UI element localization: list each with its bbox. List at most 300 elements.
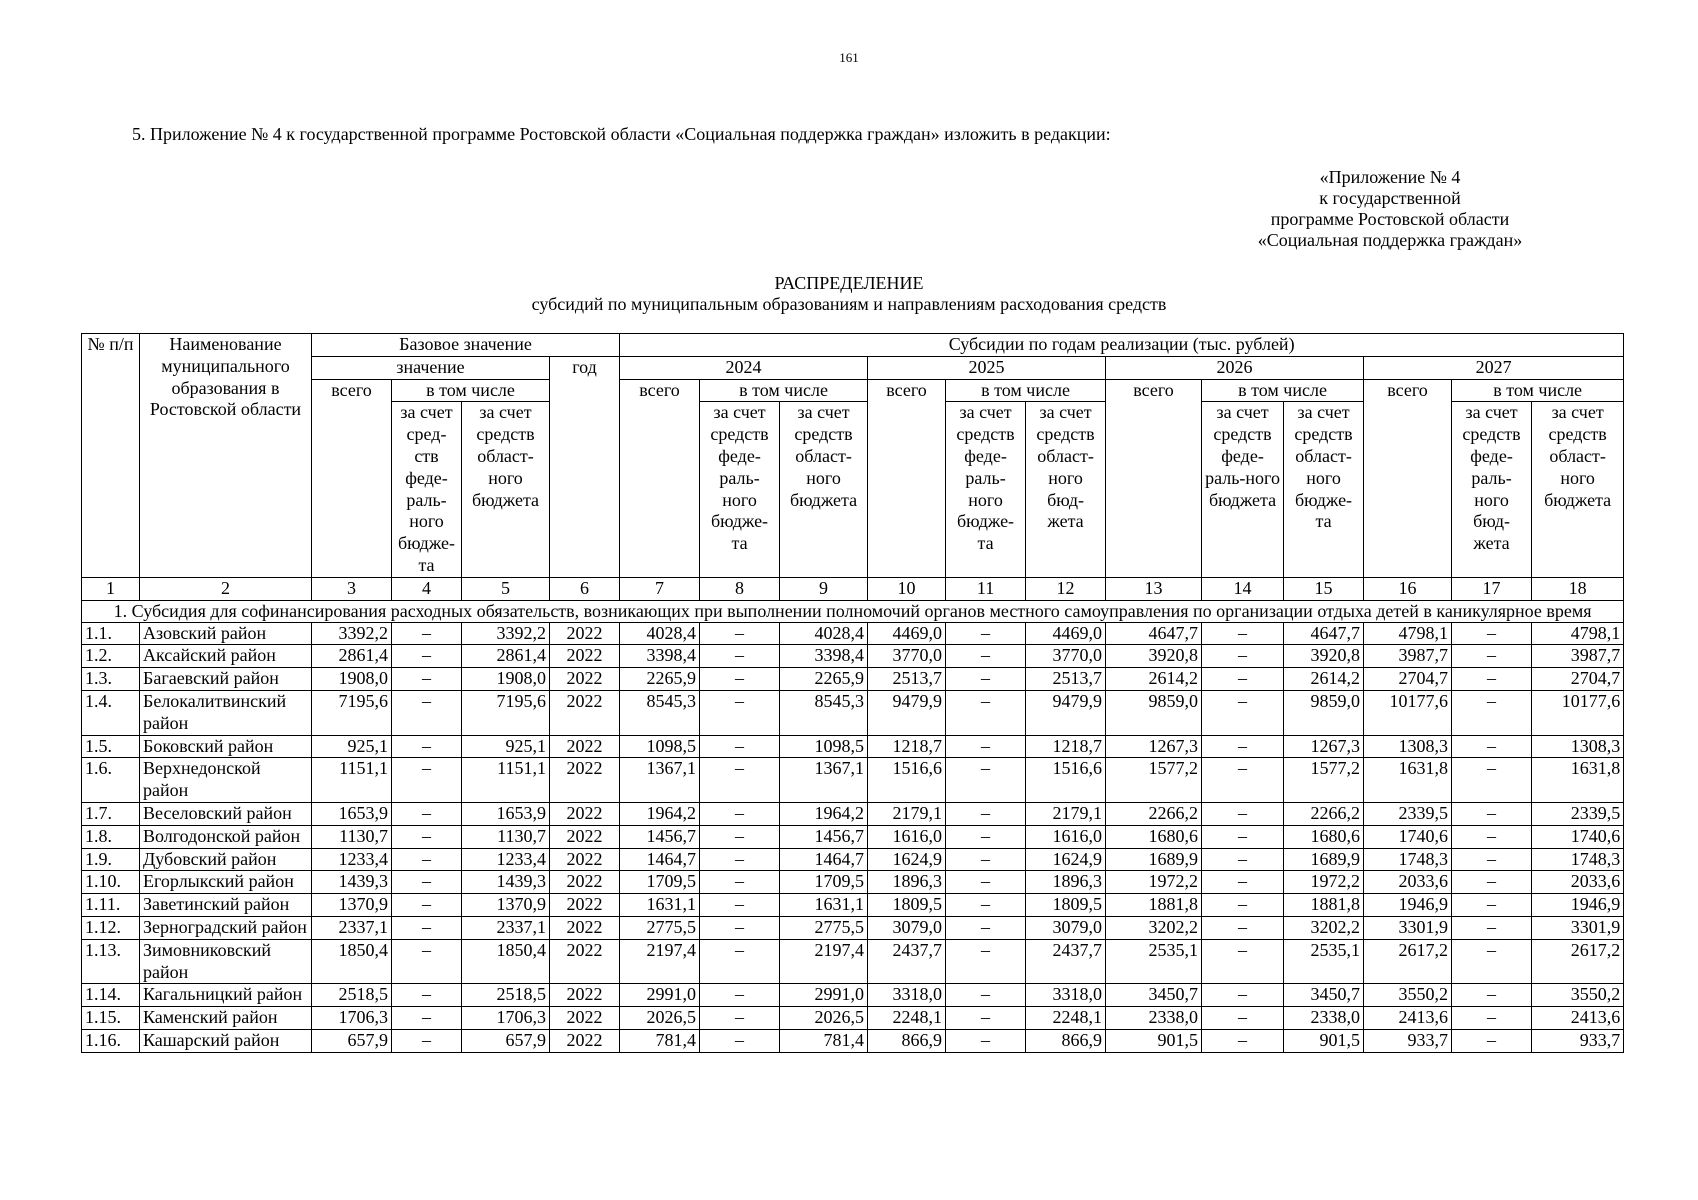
- value-cell: 2265,9: [620, 668, 700, 691]
- municipality-name: Кашарский район: [140, 1029, 312, 1052]
- value-cell: –: [1452, 1029, 1532, 1052]
- value-cell: 3920,8: [1106, 645, 1202, 668]
- header-obl-2027: за счет средств област-ного бюджета: [1532, 402, 1624, 577]
- value-cell: –: [1452, 894, 1532, 917]
- table-row: [82, 690, 1624, 735]
- table-row: [82, 758, 1624, 803]
- value-cell: –: [1202, 939, 1284, 984]
- section-title: 1. Субсидия для софинансирования расходных обязательств, возникающих при выполнении полномочий органов местного самоуправления по организации отдыха детей в каникулярное время: [82, 600, 1624, 622]
- municipality-name: Кагальницкий район: [140, 984, 312, 1007]
- value-cell: 3079,0: [868, 916, 946, 939]
- municipality-name: Дубовский район: [140, 848, 312, 871]
- value-cell: –: [392, 622, 462, 645]
- value-cell: 9859,0: [1284, 690, 1364, 735]
- value-cell: –: [700, 690, 780, 735]
- municipality-name: Зимовниковский район: [140, 939, 312, 984]
- table-row: [82, 622, 1624, 645]
- header-incl: в том числе: [700, 379, 868, 402]
- header-base-year: год: [550, 356, 620, 577]
- value-cell: 1809,5: [1026, 894, 1106, 917]
- table-row: [82, 939, 1624, 984]
- value-cell: 3770,0: [868, 645, 946, 668]
- year-cell: 2022: [550, 645, 620, 668]
- value-cell: 1631,1: [780, 894, 868, 917]
- value-cell: 2026,5: [780, 1007, 868, 1030]
- value-cell: –: [700, 939, 780, 984]
- value-cell: –: [1452, 871, 1532, 894]
- value-cell: 1308,3: [1532, 735, 1624, 758]
- row-number: 1.1.: [82, 622, 140, 645]
- header-incl: в том числе: [946, 379, 1106, 402]
- value-cell: 1946,9: [1532, 894, 1624, 917]
- header-obl-base: за счет средств област-ного бюджета: [462, 402, 550, 577]
- value-cell: 4469,0: [1026, 622, 1106, 645]
- header-total: всего: [312, 379, 392, 577]
- row-number: 1.5.: [82, 735, 140, 758]
- value-cell: –: [1202, 916, 1284, 939]
- column-number: 10: [868, 577, 946, 600]
- value-cell: 2535,1: [1284, 939, 1364, 984]
- value-cell: 2704,7: [1364, 668, 1452, 691]
- value-cell: 1881,8: [1284, 894, 1364, 917]
- value-cell: 8545,3: [620, 690, 700, 735]
- row-number: 1.7.: [82, 802, 140, 825]
- value-cell: 1653,9: [462, 802, 550, 825]
- column-numbers-row: [82, 577, 1624, 600]
- value-cell: 2704,7: [1532, 668, 1624, 691]
- intro-text: 5. Приложение № 4 к государственной программе Ростовской области «Социальная поддержка граждан» изложить в редакции:: [132, 124, 1111, 144]
- value-cell: 4028,4: [620, 622, 700, 645]
- value-cell: –: [1202, 690, 1284, 735]
- value-cell: 1624,9: [868, 848, 946, 871]
- value-cell: –: [1452, 735, 1532, 758]
- table-row: [82, 802, 1624, 825]
- value-cell: 866,9: [868, 1029, 946, 1052]
- row-number: 1.2.: [82, 645, 140, 668]
- value-cell: 1908,0: [462, 668, 550, 691]
- value-cell: 1740,6: [1364, 825, 1452, 848]
- value-cell: –: [392, 802, 462, 825]
- value-cell: 2197,4: [780, 939, 868, 984]
- row-number: 1.4.: [82, 690, 140, 735]
- value-cell: 1218,7: [868, 735, 946, 758]
- value-cell: 2991,0: [780, 984, 868, 1007]
- value-cell: –: [392, 1007, 462, 1030]
- header-obl-2026: за счет средств област-ного бюдже-та: [1284, 402, 1364, 577]
- value-cell: –: [392, 939, 462, 984]
- column-number: 12: [1026, 577, 1106, 600]
- value-cell: 1456,7: [780, 825, 868, 848]
- value-cell: 1577,2: [1106, 758, 1202, 803]
- value-cell: –: [1202, 668, 1284, 691]
- value-cell: 2437,7: [1026, 939, 1106, 984]
- value-cell: –: [946, 668, 1026, 691]
- value-cell: 2775,5: [780, 916, 868, 939]
- header-year-2024: 2024: [620, 356, 868, 379]
- value-cell: 3202,2: [1106, 916, 1202, 939]
- year-cell: 2022: [550, 871, 620, 894]
- value-cell: –: [946, 825, 1026, 848]
- value-cell: –: [700, 645, 780, 668]
- value-cell: 1367,1: [780, 758, 868, 803]
- value-cell: 2265,9: [780, 668, 868, 691]
- value-cell: –: [392, 916, 462, 939]
- header-fed-base: за счет сред-ств феде-раль-ного бюдже-та: [392, 402, 462, 577]
- header-obl-2025: за счет средств област-ного бюд-жета: [1026, 402, 1106, 577]
- value-cell: 3920,8: [1284, 645, 1364, 668]
- value-cell: –: [946, 984, 1026, 1007]
- value-cell: 1850,4: [312, 939, 392, 984]
- value-cell: 3398,4: [780, 645, 868, 668]
- value-cell: –: [392, 894, 462, 917]
- value-cell: –: [1202, 848, 1284, 871]
- column-number: 2: [140, 577, 312, 600]
- header-name: Наименование муниципального образования в Ростовской области: [140, 334, 312, 578]
- appendix-line: к государственной: [1319, 188, 1461, 208]
- header-base-value: значение: [312, 356, 550, 379]
- value-cell: –: [946, 645, 1026, 668]
- value-cell: 925,1: [462, 735, 550, 758]
- value-cell: 2513,7: [1026, 668, 1106, 691]
- municipality-name: Боковский район: [140, 735, 312, 758]
- value-cell: –: [700, 825, 780, 848]
- year-cell: 2022: [550, 735, 620, 758]
- value-cell: 657,9: [462, 1029, 550, 1052]
- value-cell: 3450,7: [1106, 984, 1202, 1007]
- value-cell: 1439,3: [462, 871, 550, 894]
- value-cell: 2338,0: [1106, 1007, 1202, 1030]
- value-cell: –: [700, 668, 780, 691]
- value-cell: 1964,2: [780, 802, 868, 825]
- column-number: 8: [700, 577, 780, 600]
- header-total: всего: [620, 379, 700, 577]
- value-cell: 2617,2: [1532, 939, 1624, 984]
- header-total: всего: [1364, 379, 1452, 577]
- value-cell: –: [700, 1007, 780, 1030]
- value-cell: –: [946, 735, 1026, 758]
- value-cell: 1908,0: [312, 668, 392, 691]
- value-cell: 925,1: [312, 735, 392, 758]
- header-incl: в том числе: [1202, 379, 1364, 402]
- value-cell: –: [1452, 916, 1532, 939]
- value-cell: 1631,1: [620, 894, 700, 917]
- value-cell: –: [1452, 825, 1532, 848]
- value-cell: –: [392, 758, 462, 803]
- value-cell: –: [392, 645, 462, 668]
- value-cell: –: [1202, 758, 1284, 803]
- value-cell: –: [946, 939, 1026, 984]
- table-row: [82, 871, 1624, 894]
- value-cell: 3392,2: [312, 622, 392, 645]
- value-cell: 3318,0: [1026, 984, 1106, 1007]
- row-number: 1.12.: [82, 916, 140, 939]
- value-cell: 2413,6: [1532, 1007, 1624, 1030]
- value-cell: 1896,3: [868, 871, 946, 894]
- value-cell: 2179,1: [1026, 802, 1106, 825]
- row-number: 1.8.: [82, 825, 140, 848]
- table-row: [82, 645, 1624, 668]
- header-fed-2024: за счет средств феде-раль-ного бюдже-та: [700, 402, 780, 577]
- value-cell: 3770,0: [1026, 645, 1106, 668]
- value-cell: 2775,5: [620, 916, 700, 939]
- value-cell: –: [700, 916, 780, 939]
- value-cell: 657,9: [312, 1029, 392, 1052]
- value-cell: –: [946, 848, 1026, 871]
- value-cell: 3398,4: [620, 645, 700, 668]
- value-cell: 4469,0: [868, 622, 946, 645]
- value-cell: 1439,3: [312, 871, 392, 894]
- value-cell: 2337,1: [462, 916, 550, 939]
- value-cell: 2033,6: [1364, 871, 1452, 894]
- value-cell: 3450,7: [1284, 984, 1364, 1007]
- value-cell: 2033,6: [1532, 871, 1624, 894]
- value-cell: –: [1452, 622, 1532, 645]
- municipality-name: Багаевский район: [140, 668, 312, 691]
- value-cell: –: [1452, 848, 1532, 871]
- value-cell: 2337,1: [312, 916, 392, 939]
- row-number: 1.15.: [82, 1007, 140, 1030]
- value-cell: –: [392, 871, 462, 894]
- value-cell: –: [392, 735, 462, 758]
- municipality-name: Белокалитвинский район: [140, 690, 312, 735]
- row-number: 1.16.: [82, 1029, 140, 1052]
- value-cell: 2266,2: [1284, 802, 1364, 825]
- value-cell: 2179,1: [868, 802, 946, 825]
- column-number: 18: [1532, 577, 1624, 600]
- value-cell: 2338,0: [1284, 1007, 1364, 1030]
- value-cell: 3202,2: [1284, 916, 1364, 939]
- value-cell: 933,7: [1364, 1029, 1452, 1052]
- value-cell: –: [1452, 690, 1532, 735]
- column-number: 13: [1106, 577, 1202, 600]
- municipality-name: Аксайский район: [140, 645, 312, 668]
- table-row: [82, 735, 1624, 758]
- value-cell: 1456,7: [620, 825, 700, 848]
- column-number: 4: [392, 577, 462, 600]
- year-cell: 2022: [550, 758, 620, 803]
- value-cell: 3550,2: [1532, 984, 1624, 1007]
- year-cell: 2022: [550, 690, 620, 735]
- value-cell: 1308,3: [1364, 735, 1452, 758]
- value-cell: 1631,8: [1532, 758, 1624, 803]
- header-total: всего: [868, 379, 946, 577]
- column-number: 14: [1202, 577, 1284, 600]
- value-cell: 1464,7: [780, 848, 868, 871]
- year-cell: 2022: [550, 916, 620, 939]
- value-cell: –: [1202, 1029, 1284, 1052]
- column-number: 6: [550, 577, 620, 600]
- row-number: 1.6.: [82, 758, 140, 803]
- value-cell: 1233,4: [462, 848, 550, 871]
- column-number: 16: [1364, 577, 1452, 600]
- table-row: [82, 825, 1624, 848]
- value-cell: 1964,2: [620, 802, 700, 825]
- value-cell: 1689,9: [1106, 848, 1202, 871]
- municipality-name: Заветинский район: [140, 894, 312, 917]
- value-cell: –: [1452, 645, 1532, 668]
- value-cell: 10177,6: [1532, 690, 1624, 735]
- appendix-line: «Социальная поддержка граждан»: [1257, 230, 1523, 250]
- municipality-name: Азовский район: [140, 622, 312, 645]
- value-cell: –: [700, 735, 780, 758]
- year-cell: 2022: [550, 1007, 620, 1030]
- header-year-2026: 2026: [1106, 356, 1364, 379]
- value-cell: 1370,9: [312, 894, 392, 917]
- value-cell: 4798,1: [1364, 622, 1452, 645]
- subsidy-table: [81, 333, 1624, 1053]
- value-cell: –: [1452, 939, 1532, 984]
- value-cell: –: [700, 758, 780, 803]
- value-cell: 1151,1: [462, 758, 550, 803]
- value-cell: 9479,9: [868, 690, 946, 735]
- value-cell: –: [946, 1007, 1026, 1030]
- header-fed-2026: за счет средств феде-раль-ного бюджета: [1202, 402, 1284, 577]
- value-cell: 2861,4: [312, 645, 392, 668]
- value-cell: –: [1202, 825, 1284, 848]
- value-cell: –: [700, 984, 780, 1007]
- row-number: 1.11.: [82, 894, 140, 917]
- value-cell: 1850,4: [462, 939, 550, 984]
- value-cell: 1740,6: [1532, 825, 1624, 848]
- value-cell: –: [700, 894, 780, 917]
- value-cell: 781,4: [620, 1029, 700, 1052]
- value-cell: –: [1452, 1007, 1532, 1030]
- value-cell: 2614,2: [1284, 668, 1364, 691]
- municipality-name: Каменский район: [140, 1007, 312, 1030]
- value-cell: 1616,0: [1026, 825, 1106, 848]
- value-cell: 1516,6: [1026, 758, 1106, 803]
- value-cell: 3987,7: [1532, 645, 1624, 668]
- municipality-name: Егорлыкский район: [140, 871, 312, 894]
- value-cell: 3301,9: [1532, 916, 1624, 939]
- value-cell: 2248,1: [868, 1007, 946, 1030]
- header-fed-2027: за счет средств феде-раль-ного бюд-жета: [1452, 402, 1532, 577]
- header-incl: в том числе: [392, 379, 550, 402]
- value-cell: 1516,6: [868, 758, 946, 803]
- column-number: 11: [946, 577, 1026, 600]
- value-cell: 2266,2: [1106, 802, 1202, 825]
- value-cell: 1706,3: [312, 1007, 392, 1030]
- header-subsidies: Субсидии по годам реализации (тыс. рублей): [620, 334, 1624, 357]
- value-cell: 1130,7: [312, 825, 392, 848]
- value-cell: –: [1452, 802, 1532, 825]
- value-cell: 2339,5: [1364, 802, 1452, 825]
- value-cell: 1218,7: [1026, 735, 1106, 758]
- value-cell: 2991,0: [620, 984, 700, 1007]
- value-cell: –: [392, 848, 462, 871]
- value-cell: 1616,0: [868, 825, 946, 848]
- value-cell: 1098,5: [620, 735, 700, 758]
- value-cell: –: [392, 668, 462, 691]
- value-cell: 1972,2: [1284, 871, 1364, 894]
- value-cell: 1706,3: [462, 1007, 550, 1030]
- year-cell: 2022: [550, 984, 620, 1007]
- value-cell: 1680,6: [1106, 825, 1202, 848]
- value-cell: 1709,5: [780, 871, 868, 894]
- appendix-line: «Приложение № 4: [1319, 167, 1461, 187]
- column-number: 17: [1452, 577, 1532, 600]
- value-cell: 2413,6: [1364, 1007, 1452, 1030]
- value-cell: 3301,9: [1364, 916, 1452, 939]
- column-number: 3: [312, 577, 392, 600]
- value-cell: 866,9: [1026, 1029, 1106, 1052]
- title: РАСПРЕДЕЛЕНИЕ: [774, 273, 924, 293]
- value-cell: 1972,2: [1106, 871, 1202, 894]
- year-cell: 2022: [550, 848, 620, 871]
- table-body: [82, 622, 1624, 1052]
- value-cell: 1464,7: [620, 848, 700, 871]
- value-cell: –: [1202, 802, 1284, 825]
- value-cell: –: [1202, 622, 1284, 645]
- table-row: [82, 668, 1624, 691]
- column-number: 9: [780, 577, 868, 600]
- value-cell: 3318,0: [868, 984, 946, 1007]
- value-cell: 2513,7: [868, 668, 946, 691]
- value-cell: 1631,8: [1364, 758, 1452, 803]
- municipality-name: Зерноградский район: [140, 916, 312, 939]
- value-cell: 7195,6: [312, 690, 392, 735]
- table-row: [82, 984, 1624, 1007]
- value-cell: 2861,4: [462, 645, 550, 668]
- municipality-name: Волгодонской район: [140, 825, 312, 848]
- year-cell: 2022: [550, 1029, 620, 1052]
- value-cell: 933,7: [1532, 1029, 1624, 1052]
- row-number: 1.14.: [82, 984, 140, 1007]
- value-cell: 1809,5: [868, 894, 946, 917]
- year-cell: 2022: [550, 668, 620, 691]
- value-cell: 8545,3: [780, 690, 868, 735]
- column-number: 5: [462, 577, 550, 600]
- value-cell: 2614,2: [1106, 668, 1202, 691]
- page-number: 161: [839, 50, 859, 65]
- municipality-name: Веселовский район: [140, 802, 312, 825]
- value-cell: –: [946, 1029, 1026, 1052]
- value-cell: –: [1452, 984, 1532, 1007]
- value-cell: 9479,9: [1026, 690, 1106, 735]
- column-number: 7: [620, 577, 700, 600]
- value-cell: –: [700, 871, 780, 894]
- value-cell: –: [946, 758, 1026, 803]
- value-cell: –: [1452, 758, 1532, 803]
- value-cell: 4647,7: [1106, 622, 1202, 645]
- value-cell: 2339,5: [1532, 802, 1624, 825]
- document-title: [0, 273, 1698, 315]
- value-cell: 4798,1: [1532, 622, 1624, 645]
- header-num: № п/п: [82, 334, 140, 578]
- value-cell: –: [1202, 1007, 1284, 1030]
- value-cell: –: [700, 802, 780, 825]
- value-cell: 4028,4: [780, 622, 868, 645]
- header-total: всего: [1106, 379, 1202, 577]
- value-cell: 9859,0: [1106, 690, 1202, 735]
- value-cell: 3392,2: [462, 622, 550, 645]
- header-obl-2024: за счет средств област-ного бюджета: [780, 402, 868, 577]
- value-cell: 1370,9: [462, 894, 550, 917]
- value-cell: –: [946, 871, 1026, 894]
- column-number: 15: [1284, 577, 1364, 600]
- value-cell: 7195,6: [462, 690, 550, 735]
- value-cell: 1233,4: [312, 848, 392, 871]
- value-cell: 1896,3: [1026, 871, 1106, 894]
- value-cell: 1130,7: [462, 825, 550, 848]
- value-cell: 1267,3: [1106, 735, 1202, 758]
- value-cell: 2248,1: [1026, 1007, 1106, 1030]
- row-number: 1.9.: [82, 848, 140, 871]
- appendix-line: программе Ростовской области: [1270, 209, 1510, 229]
- value-cell: 1709,5: [620, 871, 700, 894]
- value-cell: 1680,6: [1284, 825, 1364, 848]
- value-cell: –: [946, 622, 1026, 645]
